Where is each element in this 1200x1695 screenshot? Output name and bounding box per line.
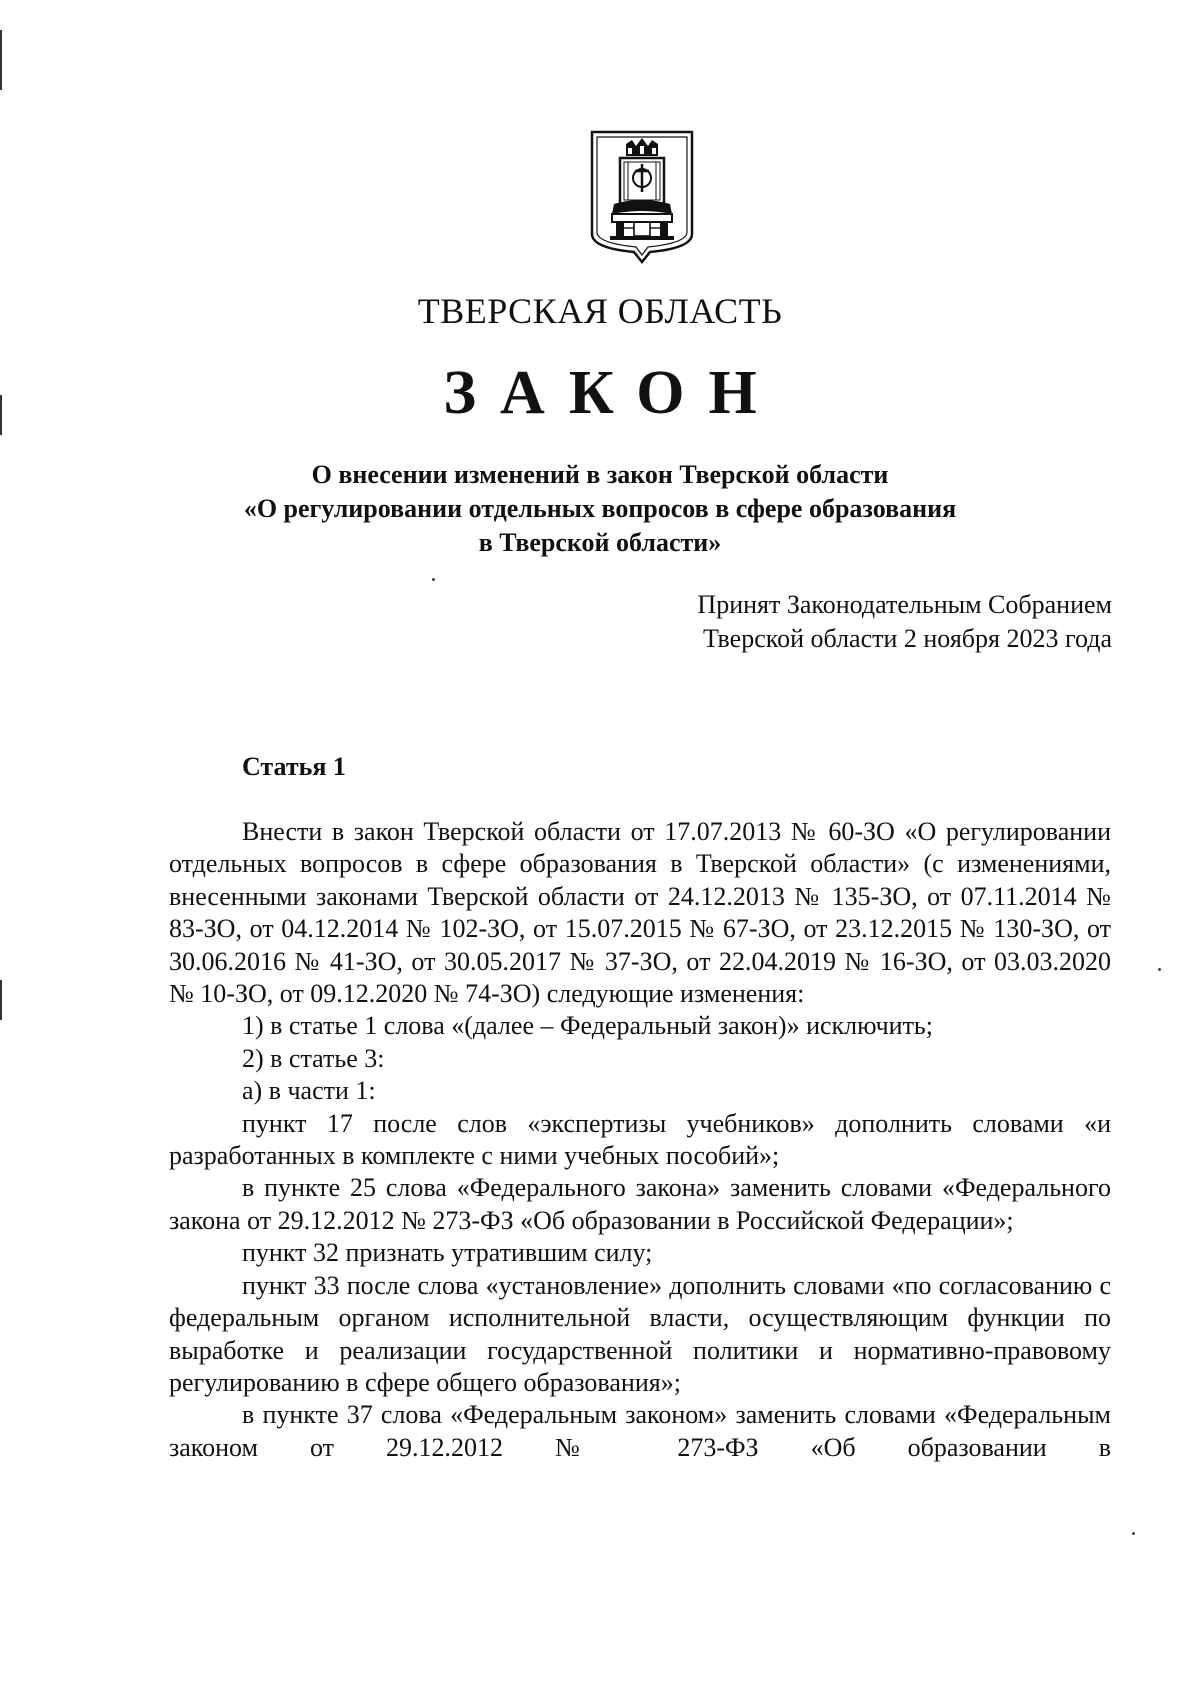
document-type-heading: ЗАКОН <box>443 359 781 427</box>
scan-speck <box>1132 1532 1135 1535</box>
adoption-note <box>697 588 1112 656</box>
scan-edge-mark <box>0 30 2 90</box>
article-paragraph: пункт 32 признать утратившим силу; <box>242 1238 653 1268</box>
article-paragraph: пункт 33 после слова «установление» дополнить словами «по согласованию с федеральным органом исполнительной власти, осуществляющим функции по выработке и реализации государственной политики и нормативно-правовому регулированию в сфере общего образования»; <box>169 1270 1111 1397</box>
scan-speck <box>432 578 435 581</box>
article-heading: Статья 1 <box>242 752 346 781</box>
law-title-line: «О регулировании отдельных вопросов в сфере образования <box>243 494 957 523</box>
article-paragraph: Внести в закон Тверской области от 17.07.2013 № 60-ЗО «О регулировании отдельных вопросов в сфере образования в Тверской области» (с изменениями, внесенными законами Тверской области от 24.12.2013 № 135-ЗО, от 07.11.2014 № 83-ЗО, от 04.12.2014 № 102-ЗО, от 15.07.2015 № 67-ЗО, от 23.12.2015 № 130-ЗО, от 30.06.2016 № 41-ЗО, от 30.05.2017 № 37-ЗО, от 22.04.2019 № 16-ЗО, от 03.03.2020 № 10-ЗО, от 09.12.2020 № 74-ЗО) следующие изменения: <box>169 817 1111 1009</box>
adoption-note-line: Тверской области 2 ноября 2023 года <box>702 624 1112 653</box>
law-title-line: О внесении изменений в закон Тверской области <box>311 460 889 489</box>
region-name: ТВЕРСКАЯ ОБЛАСТЬ <box>417 291 783 331</box>
article-paragraph: в пункте 25 слова «Федерального закона» заменить словами «Федерального закона от 29.12.2012 № 273-ФЗ «Об образовании в Российской Федерации»; <box>169 1173 1111 1235</box>
article-paragraph: 1) в статье 1 слова «(далее – Федеральный закон)» исключить; <box>242 1011 934 1041</box>
scan-edge-mark <box>0 980 2 1020</box>
article-paragraph: а) в части 1: <box>242 1076 376 1106</box>
scan-speck <box>1158 968 1161 971</box>
adoption-note-line: Принят Законодательным Собранием <box>697 590 1112 619</box>
law-title <box>150 458 1050 560</box>
law-title-line: в Тверской области» <box>478 528 722 557</box>
article-paragraph: 2) в статье 3: <box>242 1043 385 1073</box>
coat-of-arms-icon <box>588 130 696 264</box>
article-paragraph: в пункте 37 слова «Федеральным законом» заменить словами «Федеральным законом от 29.12.2012 № 273-ФЗ «Об образовании в <box>169 1400 1111 1462</box>
article-paragraph: пункт 17 после слов «экспертизы учебников» дополнить словами «и разработанных в комплекте с ними учебных пособий»; <box>169 1108 1111 1171</box>
article-body <box>169 816 1111 1464</box>
